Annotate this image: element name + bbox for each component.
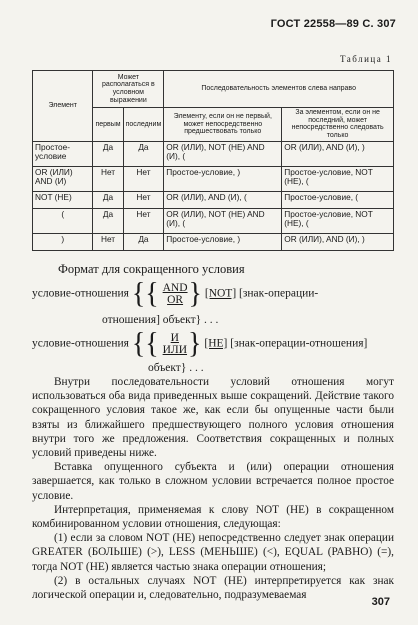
cell-before: Простое-условие, ) — [164, 166, 282, 191]
table-row — [33, 166, 394, 191]
formula-russian: условие-отношения {{ И ИЛИ } [НЕ] [знак-операции-отношения] — [32, 327, 368, 360]
table-row — [33, 141, 394, 166]
header-may-be: Может располагаться в условном выражении — [93, 71, 164, 108]
format-heading: Формат для сокращенного условия — [58, 262, 245, 276]
cell-after: OR (ИЛИ), AND (И), ) — [282, 141, 394, 166]
cell-after: Простое-условие, ( — [282, 191, 394, 208]
cell-last: Да — [123, 141, 164, 166]
cell-after: Простое-условие, NOT (НЕ), ( — [282, 166, 394, 191]
page-number: 307 — [371, 596, 390, 608]
cell-first: Да — [93, 208, 123, 233]
paragraph: Вставка опущенного субъекта и (или) операции отношения завершается, как только в сложном условии встречается полное простое условие. — [32, 461, 394, 502]
operator-stack — [163, 282, 188, 306]
header-first: первым — [93, 108, 123, 142]
cell-last: Да — [123, 233, 164, 250]
formula-lead: условие-отношения — [32, 337, 129, 350]
formula-english-cont: отношения] объект} . . . — [102, 314, 219, 326]
cell-before: OR (ИЛИ), AND (И), ( — [164, 191, 282, 208]
cell-last: Нет — [123, 166, 164, 191]
operator-and: AND — [162, 281, 188, 294]
cell-element: ( — [33, 208, 93, 233]
header-element: Элемент — [33, 71, 93, 142]
table-row — [33, 208, 394, 233]
brace-open: { — [131, 277, 146, 310]
page-header: ГОСТ 22558—89 С. 307 — [270, 18, 396, 30]
element-order-table — [32, 70, 394, 251]
paragraph: (2) в остальных случаях NOT (НЕ) интерпретируется как знак логической операции и, следовательно, подразумеваемая — [32, 574, 394, 602]
formula-rest: [знак-операции- — [239, 287, 319, 300]
formula-lead: условие-отношения — [32, 287, 129, 300]
header-last: последним — [123, 108, 164, 142]
operator-stack — [163, 332, 187, 356]
table-row — [33, 233, 394, 250]
cell-first: Да — [93, 141, 123, 166]
header-sequence: Последовательность элементов слева направо — [164, 71, 394, 108]
table-caption: Таблица 1 — [340, 54, 392, 64]
cell-after: OR (ИЛИ), AND (И), ) — [282, 233, 394, 250]
cell-element: ) — [33, 233, 93, 250]
paragraph: (1) если за словом NOT (НЕ) непосредственно следует знак операции GREATER (БОЛЬШЕ) (>), LESS (МЕНЬШЕ) (<), EQUAL (РАВНО) (=), тогда NOT (НЕ) является частью знака операции отношения; — [32, 532, 394, 573]
paragraph: Интерпретация, применяемая к слову NOT (НЕ) в сокращенном комбинированном условии отношения, следующая: — [32, 503, 394, 531]
cell-first: Нет — [93, 166, 123, 191]
brace-open: { — [131, 327, 146, 360]
cell-first: Нет — [93, 233, 123, 250]
table-row — [33, 191, 394, 208]
cell-element: NOT (НЕ) — [33, 191, 93, 208]
body-text — [32, 375, 394, 602]
header-before: Элементу, если он не первый, может непосредственно предшествовать только — [164, 108, 282, 142]
formula-russian-cont: объект} . . . — [148, 362, 204, 374]
cell-element: Простое-условие — [33, 141, 93, 166]
operator-i: И — [170, 331, 179, 344]
cell-first: Да — [93, 191, 123, 208]
cell-after: Простое-условие, NOT (НЕ), ( — [282, 208, 394, 233]
header-after: За элементом, если он не последний, может непосредственно следовать только — [282, 108, 394, 142]
operator-ili: ИЛИ — [162, 344, 188, 356]
formula-english: условие-отношения {{ AND OR } [NOT] [знак-операции- — [32, 277, 319, 310]
cell-last: Нет — [123, 208, 164, 233]
cell-before: OR (ИЛИ), NOT (НЕ) AND (И), ( — [164, 141, 282, 166]
not-option: [NOT] — [204, 287, 237, 300]
formula-rest: [знак-операции-отношения] — [230, 337, 368, 350]
cell-element: OR (ИЛИ) AND (И) — [33, 166, 93, 191]
paragraph: Внутри последовательности условий отношения могут использоваться оба вида приведенных выше сокращений. Действие такого сокращенного условия такое же, как если бы опущенные части были взяты из ближайшего предшествующего полного условия отношения внутри того же предложения. Соответствия сокращенных и полных условий приведены ниже. — [32, 376, 394, 460]
cell-before: OR (ИЛИ), NOT (НЕ) AND (И), ( — [164, 208, 282, 233]
ne-option: [НЕ] — [204, 337, 228, 350]
cell-before: Простое-условие, ) — [164, 233, 282, 250]
operator-or: OR — [167, 294, 184, 306]
cell-last: Нет — [123, 191, 164, 208]
